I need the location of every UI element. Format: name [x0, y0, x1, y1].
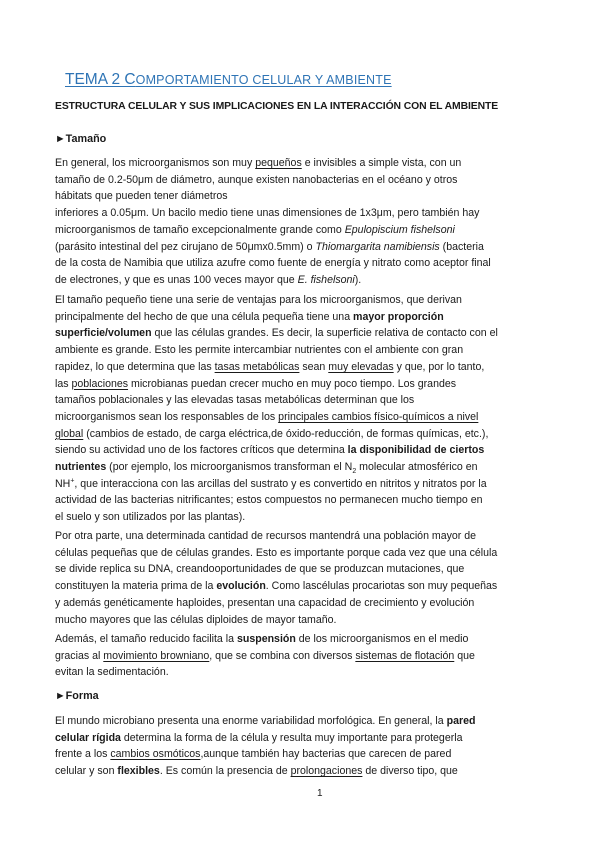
section-heading-shape: ►Forma: [55, 690, 99, 702]
paragraph-5: El mundo microbiano presenta una enorme variabilidad morfológica. En general, la pared celular rígida determina la forma de la célula y resulta muy importante para protegerla frente a los cambios osmóticos,aunque también hay bacterias que carecen de pared celular y son flexibles. Es común la presencia de prolongaciones de diverso tipo, que: [55, 715, 476, 778]
paragraph-2: El tamaño pequeño tiene una serie de ventajas para los microorganismos, que derivan principalmente del hecho de que una célula pequeña tiene una mayor proporción superficie/volumen que las células grandes. Es decir, la superficie relativa de contacto con el ambiente es grande. Esto les permite intercambiar nutrientes con el ambiente con gran rapidez, lo que determina que las tasas metabólicas sean muy elevadas y que, por lo tanto, las poblaciones microbianas puedan crecer mucho en muy poco tiempo. Los grandes tamaños poblacionales y las elevadas tasas metabólicas determinan que los microorganismos sean los responsables de los principales cambios físico-químicos a nivel global (cambios de estado, de carga eléctrica,de óxido-reducción, de formas químicas, etc.), siendo su actividad uno de los factores críticos que determina la disponibilidad de ciertos nutrientes (por ejemplo, los microorganismos transforman el $N_2$ molecular atmosférico en NH+, que interacciona con las arcillas del sustrato y es convertido en nitritos y nitratos por la actividad de las bacterias nitrificantes; estos compuestos no permanecen mucho tiempo en el suelo y son utilizados por las plantas).: [55, 294, 498, 524]
section-heading-size: ►Tamaño: [55, 133, 107, 145]
page-number: 1: [317, 788, 323, 799]
section-subtitle: ESTRUCTURA CELULAR Y SUS IMPLICACIONES EN LA INTERACCIÓN CON EL AMBIENTE: [55, 101, 499, 112]
paragraph-1: En general, los microorganismos son muy pequeños e invisibles a simple vista, con un tamaño de 0.2-50μm de diámetro, aunque existen nanobacterias en el océano y otros hábitats que pueden tener diámetros inferiores a 0.05μm. Un bacilo medio tiene unas dimensiones de 1x3μm, pero también hay microorganismos de tamaño excepcionalmente grande como Epulopiscium fishelsoni (parásito intestinal del pez cirujano de 50μmx0.5mm) o Thiomargarita namibiensis (bacteria de la costa de Namibia que utiliza azufre como fuente de energía y nitrato como aceptor final de electrones, y que es unas 100 veces mayor que E. fishelsoni).: [55, 157, 491, 286]
paragraph-4: Además, el tamaño reducido facilita la suspensión de los microorganismos en el medio gracias al movimiento browniano, que se combina con diversos sistemas de flotación que evitan la sedimentación.: [55, 633, 475, 679]
paragraph-3: Por otra parte, una determinada cantidad de recursos mantendrá una población mayor de células pequeñas que de células grandes. Esto es importante porque cada vez que una célula se divide replica su DNA, creandooportunidades de que se produzcan mutaciones, que constituyen la materia prima de la evolución. Como lascélulas procariotas son muy pequeñas y además genéticamente haploides, presentan una capacidad de crecimiento y evolución mucho mayores que las células diploides de mayor tamaño.: [55, 530, 498, 626]
page-title: TEMA 2 COMPORTAMIENTO CELULAR Y AMBIENTE: [65, 71, 392, 88]
